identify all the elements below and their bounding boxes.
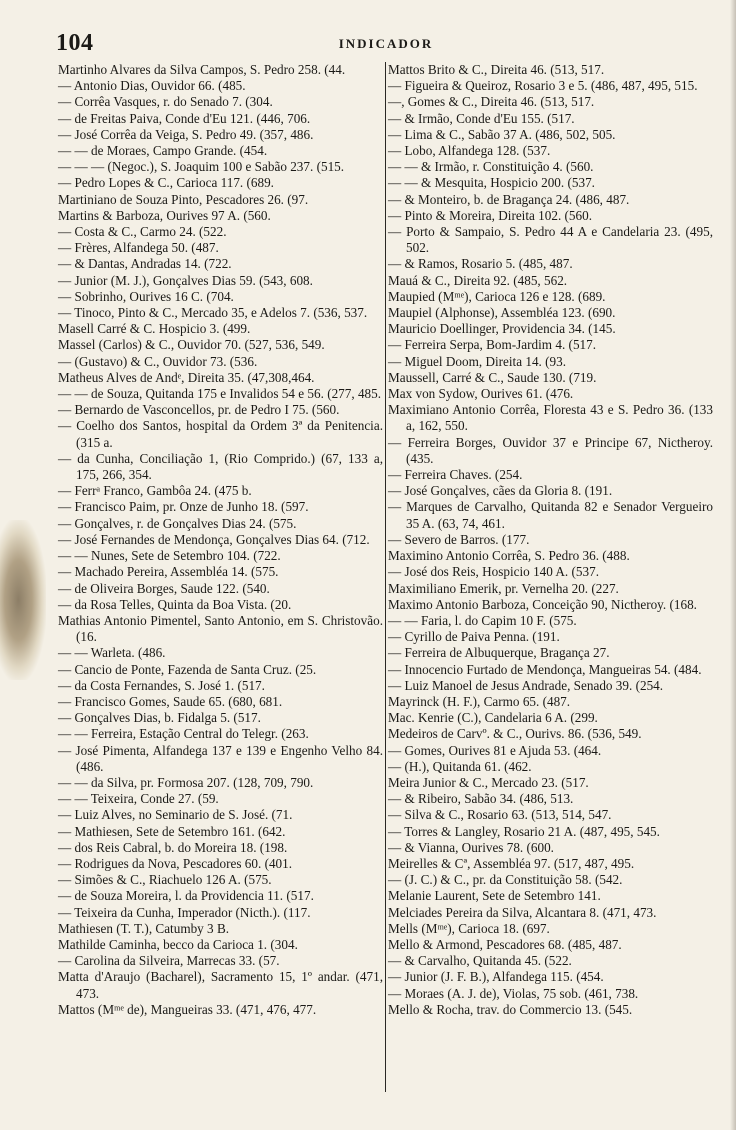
directory-entry: — Junior (M. J.), Gonçalves Dias 59. (543, 608. — [58, 272, 313, 288]
directory-entry: — Frères, Alfandega 50. (487. — [58, 240, 219, 256]
directory-entry: Mauá & C., Direita 92. (485, 562. — [388, 272, 568, 288]
directory-entry: — — da Silva, pr. Formosa 207. (128, 709, 790. — [58, 774, 314, 790]
directory-entry: — — de Moraes, Campo Grande. (454. — [58, 143, 268, 159]
directory-entry: — de Oliveira Borges, Saude 122. (540. — [58, 580, 270, 596]
directory-entry: — Carolina da Silveira, Marrecas 33. (57. — [58, 953, 280, 969]
directory-columns — [58, 62, 718, 1092]
directory-entry: Mattos (Mᵐᵉ de), Mangueiras 33. (471, 476, 477. — [58, 1001, 317, 1017]
directory-entry: —, Gomes & C., Direita 46. (513, 517. — [388, 94, 595, 110]
directory-entry: — Junior (J. F. B.), Alfandega 115. (454. — [388, 969, 604, 985]
directory-entry: — Bernardo de Vasconcellos, pr. de Pedro I 75. (560. — [58, 402, 340, 418]
directory-entry: — Machado Pereira, Assembléa 14. (575. — [58, 564, 279, 580]
directory-entry: Maximo Antonio Barboza, Conceição 90, Nictheroy. (168. — [388, 596, 697, 612]
directory-entry: — — Teixeira, Conde 27. (59. — [58, 791, 219, 807]
directory-entry: — & Dantas, Andradas 14. (722. — [58, 256, 232, 272]
directory-entry: — de Souza Moreira, l. da Providencia 11. (517. — [58, 888, 314, 904]
directory-entry: — Figueira & Queiroz, Rosario 3 e 5. (486, 487, 495, 515. — [388, 78, 698, 94]
directory-entry: — (H.), Quitanda 61. (462. — [388, 758, 532, 774]
directory-entry: — Lobo, Alfandega 128. (537. — [388, 143, 551, 159]
directory-entry: — José Pimenta, Alfandega 137 e 139 e Engenho Velho 84. (486. — [58, 742, 383, 774]
directory-entry: — & Vianna, Ourives 78. (600. — [388, 839, 554, 855]
directory-entry: — & Carvalho, Quitanda 45. (522. — [388, 953, 572, 969]
directory-entry: — Marques de Carvalho, Quitanda 82 e Senador Vergueiro 35 A. (63, 74, 461. — [388, 499, 713, 531]
directory-entry: — Gomes, Ourives 81 e Ajuda 53. (464. — [388, 742, 602, 758]
directory-entry: Mac. Kenrie (C.), Candelaria 6 A. (299. — [388, 710, 598, 726]
directory-entry: Mells (Mᵐᵉ), Carioca 18. (697. — [388, 920, 550, 936]
directory-entry: — — & Mesquita, Hospicio 200. (537. — [388, 175, 595, 191]
directory-entry: Martins & Barboza, Ourives 97 A. (560. — [58, 207, 271, 223]
directory-entry: Masell Carré & C. Hospicio 3. (499. — [58, 321, 251, 337]
directory-entry: — Ferreira de Albuquerque, Bragança 27. — [388, 645, 610, 661]
directory-entry: Melciades Pereira da Silva, Alcantara 8. (471, 473. — [388, 904, 657, 920]
ink-blot-stain — [0, 520, 46, 680]
directory-entry: — Teixeira da Cunha, Imperador (Nicth.). (117. — [58, 904, 311, 920]
directory-entry: Medeiros de Carvº. & C., Ourivs. 86. (536, 549. — [388, 726, 642, 742]
directory-entry: Maximino Antonio Corrêa, S. Pedro 36. (488. — [388, 548, 630, 564]
directory-entry: — Ferrᵃ Franco, Gambôa 24. (475 b. — [58, 483, 252, 499]
directory-entry: — Antonio Dias, Ouvidor 66. (485. — [58, 78, 246, 94]
directory-entry: — Sobrinho, Ourives 16 C. (704. — [58, 288, 234, 304]
right-column — [388, 62, 713, 1092]
directory-entry: — Corrêa Vasques, r. do Senado 7. (304. — [58, 94, 273, 110]
directory-entry: — Severo de Barros. (177. — [388, 531, 530, 547]
directory-entry: Maussell, Carré & C., Saude 130. (719. — [388, 369, 597, 385]
directory-entry: — Ferreira Chaves. (254. — [388, 467, 523, 483]
directory-entry: Melanie Laurent, Sete de Setembro 141. — [388, 888, 601, 904]
directory-entry: — José dos Reis, Hospicio 140 A. (537. — [388, 564, 599, 580]
directory-entry: Mello & Rocha, trav. do Commercio 13. (545. — [388, 1001, 633, 1017]
directory-entry: — Innocencio Furtado de Mendonça, Mangueiras 54. (484. — [388, 661, 702, 677]
directory-entry: Mathilde Caminha, becco da Carioca 1. (304. — [58, 936, 298, 952]
directory-entry: — Cyrillo de Paiva Penna. (191. — [388, 629, 560, 645]
directory-entry: Martinho Alvares da Silva Campos, S. Pedro 258. (44. — [58, 62, 346, 77]
directory-entry: — Francisco Gomes, Saude 65. (680, 681. — [58, 693, 283, 709]
directory-entry: — & Ramos, Rosario 5. (485, 487. — [388, 256, 573, 272]
directory-entry: — de Freitas Paiva, Conde d'Eu 121. (446, 706. — [58, 110, 311, 126]
directory-entry: — Lima & C., Sabão 37 A. (486, 502, 505. — [388, 126, 616, 142]
directory-entry: Mattos Brito & C., Direita 46. (513, 517. — [388, 62, 605, 77]
page-number: 104 — [56, 30, 94, 56]
directory-entry: — — — (Negoc.), S. Joaquim 100 e Sabão 237. (515. — [58, 159, 345, 175]
directory-entry: — — Ferreira, Estação Central do Telegr. (263. — [58, 726, 309, 742]
directory-entry: — Pinto & Moreira, Direita 102. (560. — [388, 207, 593, 223]
directory-entry: Mello & Armond, Pescadores 68. (485, 487. — [388, 936, 622, 952]
directory-entry: — Simões & C., Riachuelo 126 A. (575. — [58, 872, 272, 888]
directory-entry: — Cancio de Ponte, Fazenda de Santa Cruz. (25. — [58, 661, 317, 677]
directory-entry: Mayrinck (H. F.), Carmo 65. (487. — [388, 693, 571, 709]
directory-entry: — Miguel Doom, Direita 14. (93. — [388, 353, 567, 369]
directory-entry: Martiniano de Souza Pinto, Pescadores 26. (97. — [58, 191, 309, 207]
directory-entry: Maupiel (Alphonse), Assembléa 123. (690. — [388, 305, 616, 321]
directory-entry: — Torres & Langley, Rosario 21 A. (487, 495, 545. — [388, 823, 660, 839]
directory-entry: Matta d'Araujo (Bacharel), Sacramento 15, 1º andar. (471, 473. — [58, 969, 383, 1001]
left-column — [58, 62, 383, 1092]
directory-entry: — Coelho dos Santos, hospital da Ordem 3ª da Penitencia. (315 a. — [58, 418, 383, 450]
directory-entry: — dos Reis Cabral, b. do Moreira 18. (198. — [58, 839, 288, 855]
directory-entry: — José Fernandes de Mendonça, Gonçalves Dias 64. (712. — [58, 531, 370, 547]
directory-entry: — Francisco Paim, pr. Onze de Junho 18. (597. — [58, 499, 309, 515]
directory-entry: — da Cunha, Conciliação 1, (Rio Comprido.) (67, 133 a, 175, 266, 354. — [58, 450, 383, 483]
directory-entry: — Ferreira Serpa, Bom-Jardim 4. (517. — [388, 337, 597, 353]
page-title: INDICADOR — [338, 36, 434, 51]
directory-entry: Maximiliano Emerik, pr. Vernelha 20. (227. — [388, 580, 619, 596]
directory-entry: — (J. C.) & C., pr. da Constituição 58. (542. — [388, 872, 623, 888]
directory-entry: Max von Sydow, Ourives 61. (476. — [388, 386, 574, 402]
directory-entry: Meirelles & Cª, Assembléa 97. (517, 487, 495. — [388, 855, 635, 871]
directory-entry: — José Corrêa da Veiga, S. Pedro 49. (357, 486. — [58, 126, 314, 142]
directory-entry: Meira Junior & C., Mercado 23. (517. — [388, 774, 589, 790]
directory-entry: — da Rosa Telles, Quinta da Boa Vista. (20. — [58, 596, 292, 612]
directory-entry: Matheus Alves de Andᵉ, Direita 35. (47,308,464. — [58, 369, 315, 385]
page-header — [56, 30, 716, 54]
directory-entry: Mathias Antonio Pimentel, Santo Antonio, em S. Christovão. (16. — [58, 612, 383, 645]
directory-entry: — Luiz Alves, no Seminario de S. José. (71. — [58, 807, 293, 823]
directory-entry: Maximiano Antonio Corrêa, Floresta 43 e S. Pedro 36. (133 a, 162, 550. — [388, 402, 713, 434]
directory-entry: Mauricio Doellinger, Providencia 34. (145. — [388, 321, 616, 337]
directory-entry: Massel (Carlos) & C., Ouvidor 70. (527, 536, 549. — [58, 337, 325, 353]
directory-entry: — da Costa Fernandes, S. José 1. (517. — [58, 677, 265, 693]
directory-entry: — Gonçalves, r. de Gonçalves Dias 24. (575. — [58, 515, 297, 531]
directory-entry: — Silva & C., Rosario 63. (513, 514, 547. — [388, 807, 612, 823]
directory-entry: — José Gonçalves, cães da Gloria 8. (191. — [388, 483, 613, 499]
directory-entry: — Tinoco, Pinto & C., Mercado 35, e Adelos 7. (536, 537. — [58, 305, 368, 321]
directory-entry: — Rodrigues da Nova, Pescadores 60. (401. — [58, 855, 293, 871]
column-divider — [385, 62, 386, 1092]
directory-entry: — & Monteiro, b. de Bragança 24. (486, 487. — [388, 191, 630, 207]
directory-entry: — Porto & Sampaio, S. Pedro 44 A e Candelaria 23. (495, 502. — [388, 224, 713, 256]
directory-entry: — Moraes (A. J. de), Violas, 75 sob. (461, 738. — [388, 985, 639, 1001]
directory-entry: — Gonçalves Dias, b. Fidalga 5. (517. — [58, 710, 261, 726]
directory-entry: — Luiz Manoel de Jesus Andrade, Senado 39. (254. — [388, 677, 664, 693]
directory-entry: — Pedro Lopes & C., Carioca 117. (689. — [58, 175, 274, 191]
directory-entry: — Mathiesen, Sete de Setembro 161. (642. — [58, 823, 286, 839]
directory-entry: Maupied (Mᵐᵉ), Carioca 126 e 128. (689. — [388, 288, 606, 304]
directory-entry: — Ferreira Borges, Ouvidor 37 e Principe 67, Nictheroy. (435. — [388, 434, 713, 466]
directory-entry: Mathiesen (T. T.), Catumby 3 B. — [58, 920, 230, 936]
directory-entry: — — Warleta. (486. — [58, 645, 166, 661]
directory-entry: — (Gustavo) & C., Ouvidor 73. (536. — [58, 353, 258, 369]
directory-entry: — — & Irmão, r. Constituição 4. (560. — [388, 159, 594, 175]
directory-entry: — & Irmão, Conde d'Eu 155. (517. — [388, 110, 575, 126]
directory-entry: — — de Souza, Quitanda 175 e Invalidos 54 e 56. (277, 485. — [58, 386, 382, 402]
directory-entry: — — Nunes, Sete de Setembro 104. (722. — [58, 548, 281, 564]
directory-entry: — — Faria, l. do Capim 10 F. (575. — [388, 612, 577, 628]
directory-entry: — & Ribeiro, Sabão 34. (486, 513. — [388, 791, 574, 807]
page-edge-shadow — [730, 0, 736, 1130]
directory-entry: — Costa & C., Carmo 24. (522. — [58, 224, 227, 240]
